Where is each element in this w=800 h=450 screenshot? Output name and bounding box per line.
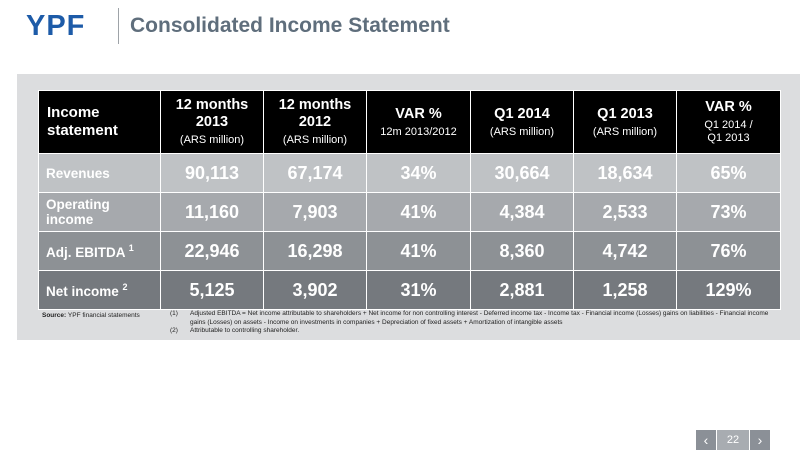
table-cell: 34% bbox=[367, 154, 471, 193]
footnote-marker: 1 bbox=[128, 242, 134, 253]
ypf-logo bbox=[26, 11, 85, 41]
row-label: Net income $^2$ bbox=[39, 271, 161, 310]
table-cell: 67,174 bbox=[264, 154, 367, 193]
footnote-2: (2) Attributable to controlling shareholder. bbox=[170, 327, 300, 334]
table-cell: 41% bbox=[367, 232, 471, 271]
table-cell: 41% bbox=[367, 193, 471, 232]
row-label: Adj. EBITDA $^1$ bbox=[39, 232, 161, 271]
footnotes bbox=[170, 310, 770, 336]
table-cell: 7,903 bbox=[264, 193, 367, 232]
footnote-1: (1) Adjusted EBITDA = Net income attributable to shareholders + Net income for non controlling interest - Deferred income tax - Income tax - Financial income (Losses) gains on liabilities - Financial income gains (Losses) on assets - Income on investments in companies + Depreciation of fixed assets + Amortization of intangible assets bbox=[170, 310, 769, 326]
previous-slide-button[interactable] bbox=[696, 430, 716, 450]
chevron-left-icon: ‹ bbox=[703, 432, 709, 448]
page-title: Consolidated Income Statement bbox=[130, 14, 450, 37]
table-cell: 31% bbox=[367, 271, 471, 310]
table-cell: 4,384 bbox=[471, 193, 574, 232]
table-cell: 90,113 bbox=[161, 154, 264, 193]
income-statement-table bbox=[38, 90, 781, 310]
column-header-q1-2013: Q1 2013 (ARS million) bbox=[574, 91, 677, 154]
table-cell: 2,881 bbox=[471, 271, 574, 310]
table-cell: 3,902 bbox=[264, 271, 367, 310]
column-header-q1-2014: Q1 2014 (ARS million) bbox=[471, 91, 574, 154]
next-slide-button[interactable] bbox=[750, 430, 770, 450]
table-header-row bbox=[39, 91, 781, 154]
table-cell: 4,742 bbox=[574, 232, 677, 271]
table-cell: 73% bbox=[677, 193, 781, 232]
row-label: Operating income bbox=[39, 193, 161, 232]
table-cell: 5,125 bbox=[161, 271, 264, 310]
slide-pager bbox=[696, 430, 800, 450]
source-note: Source: YPF financial statements bbox=[42, 312, 140, 319]
table-row-adj-ebitda bbox=[39, 232, 781, 271]
table-cell: 18,634 bbox=[574, 154, 677, 193]
slide-header bbox=[0, 0, 800, 52]
table-cell: 30,664 bbox=[471, 154, 574, 193]
table-row-operating-income bbox=[39, 193, 781, 232]
table-row-net-income bbox=[39, 271, 781, 310]
table-cell: 11,160 bbox=[161, 193, 264, 232]
table-cell: 8,360 bbox=[471, 232, 574, 271]
table-cell: 76% bbox=[677, 232, 781, 271]
column-header-income-statement: Income statement bbox=[39, 91, 161, 154]
chevron-right-icon: › bbox=[757, 432, 763, 448]
table-cell: 65% bbox=[677, 154, 781, 193]
column-header-12m-2013: 12 months 2013 (ARS million) bbox=[161, 91, 264, 154]
table-cell: 22,946 bbox=[161, 232, 264, 271]
header-divider bbox=[118, 8, 119, 44]
row-label: Revenues bbox=[39, 154, 161, 193]
table-cell: 16,298 bbox=[264, 232, 367, 271]
table-cell: 129% bbox=[677, 271, 781, 310]
column-header-var-12m: VAR % 12m 2013/2012 bbox=[367, 91, 471, 154]
table-row-revenues bbox=[39, 154, 781, 193]
column-header-12m-2012: 12 months 2012 (ARS million) bbox=[264, 91, 367, 154]
table-cell: 1,258 bbox=[574, 271, 677, 310]
table-cell: 2,533 bbox=[574, 193, 677, 232]
logo-text: YPF bbox=[26, 10, 86, 42]
footnote-marker: 2 bbox=[122, 281, 128, 292]
page-number: 22 bbox=[717, 430, 749, 450]
column-header-var-q1: VAR % Q1 2014 / Q1 2013 bbox=[677, 91, 781, 154]
